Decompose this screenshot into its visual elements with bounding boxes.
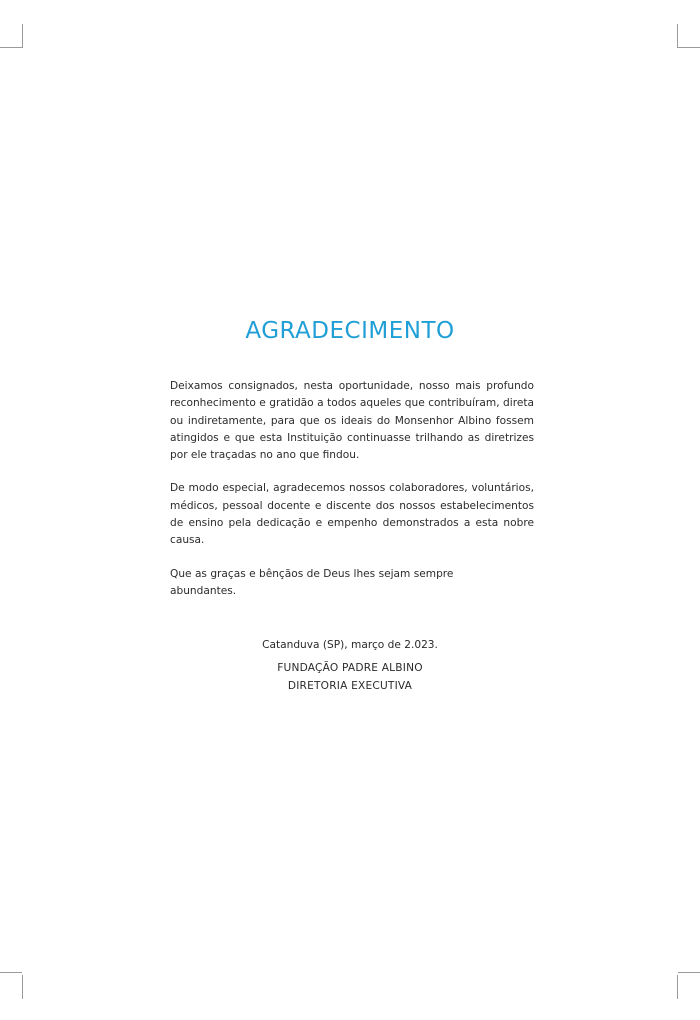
crop-mark-top-right-horizontal	[678, 47, 700, 48]
crop-mark-bottom-left-horizontal	[0, 972, 22, 973]
crop-mark-top-right-vertical	[677, 24, 678, 48]
organization-name: FUNDAÇÃO PADRE ALBINO	[277, 662, 423, 674]
crop-mark-top-left-horizontal	[0, 47, 22, 48]
crop-mark-bottom-left-vertical	[22, 975, 23, 999]
place-date: Catanduva (SP), março de 2.023.	[262, 639, 438, 651]
paragraph-gratitude: Deixamos consignados, nesta oportunidade, nosso mais profundo reconhecimento e gratidão a todos aqueles que contribuíram, direta ou indiretamente, para que os ideais do Monsenhor Albino fossem atingidos e que esta Instituição continuasse trilhando as diretrizes por ele traçadas no ano que findou.	[170, 380, 534, 462]
paragraph-special-thanks: De modo especial, agradecemos nossos colaboradores, voluntários, médicos, pessoal docente e discente dos nossos estabelecimentos de ensino pela dedicação e empenho demonstrados a esta nobre causa.	[170, 482, 534, 547]
page-title: AGRADECIMENTO	[245, 318, 455, 344]
department-name: DIRETORIA EXECUTIVA	[287, 680, 413, 692]
body-text	[170, 378, 534, 600]
signature-block	[0, 637, 700, 695]
crop-mark-top-left-vertical	[22, 24, 23, 48]
crop-mark-bottom-right-vertical	[677, 975, 678, 999]
crop-mark-bottom-right-horizontal	[678, 972, 700, 973]
paragraph-blessing: Que as graças e bênçãos de Deus lhes sejam sempre abundantes.	[170, 567, 454, 597]
